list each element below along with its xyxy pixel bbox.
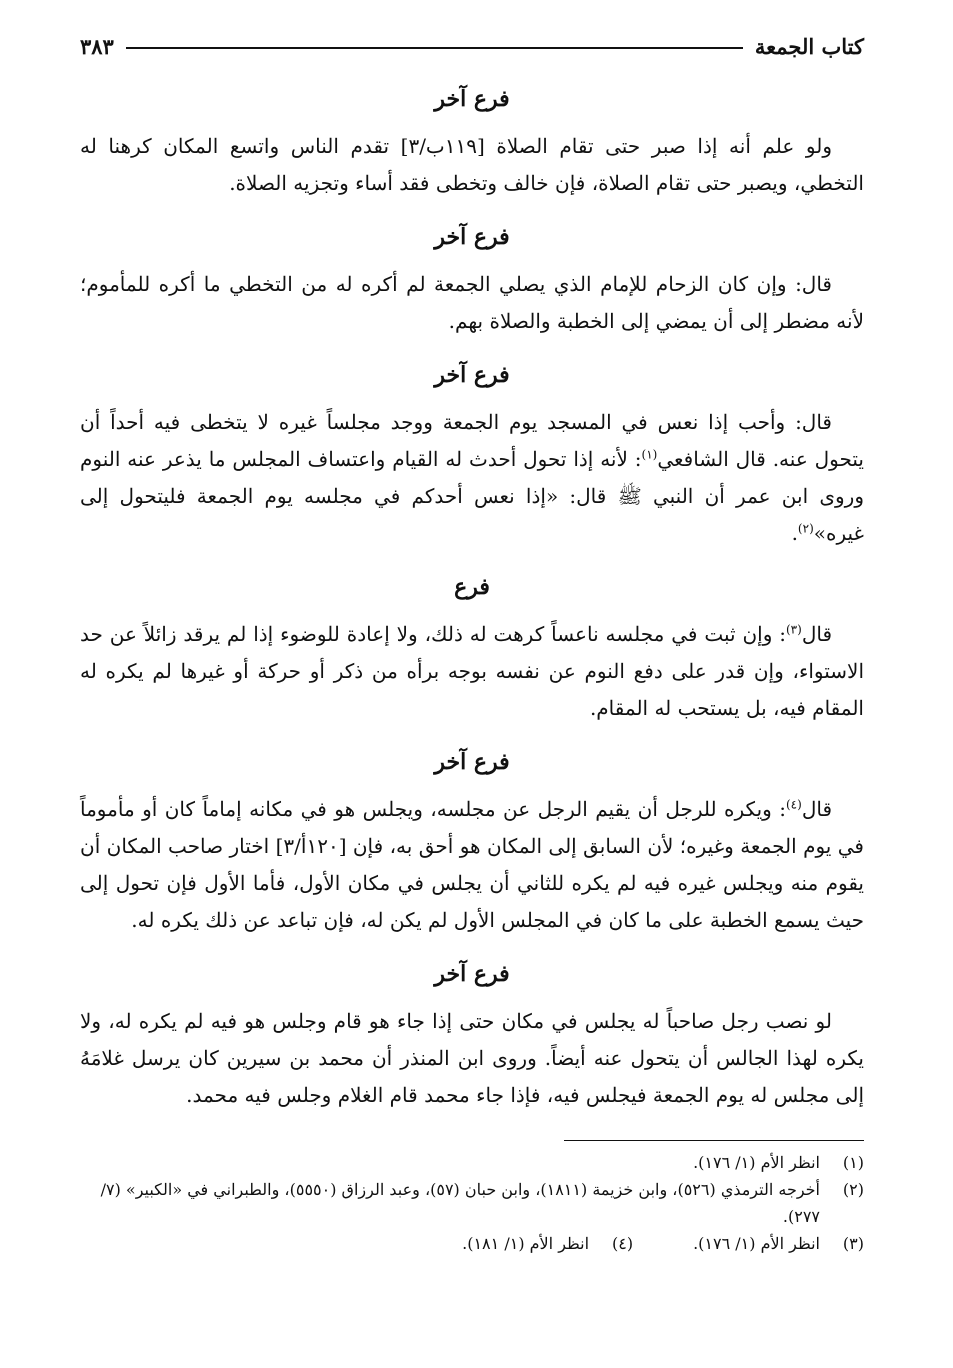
section-paragraph <box>80 791 864 939</box>
section-heading: فرع <box>454 574 490 600</box>
section-heading: فرع آخر <box>434 224 510 250</box>
footnote-number: (٢) <box>842 1180 864 1199</box>
section-heading: فرع آخر <box>434 362 510 388</box>
header-rule <box>126 47 743 49</box>
section-paragraph <box>80 616 864 727</box>
footnote-number: (٤) <box>611 1234 634 1253</box>
footnote-number: (١) <box>842 1153 864 1172</box>
footnote-separator <box>564 1140 864 1141</box>
footnote <box>80 1176 864 1230</box>
footnote-row <box>80 1230 864 1257</box>
running-header <box>80 26 864 66</box>
footnote-text: أخرجه الترمذي (٥٢٦)، وابن خزيمة (١٨١١)، وابن حبان (٥٧)، وعبد الرزاق (٥٥٥٠)، والطبراني في «الكبير» (٧/ ٢٧٧). <box>100 1180 820 1226</box>
footnote <box>462 1230 633 1257</box>
footnotes <box>80 1149 864 1257</box>
footnote-number: (٣) <box>842 1234 864 1253</box>
section-heading: فرع آخر <box>434 749 510 775</box>
section-paragraph: قال: وإن كان الزحام للإمام الذي يصلي الجمعة لم أكره له من التخطي ما أكره للمأموم؛ لأنه مضطر إلى أن يمضي إلى الخطبة والصلاة بهم. <box>80 272 864 333</box>
footnote-text: انظر الأم (١/ ١٨١). <box>462 1234 590 1253</box>
footnote-text: انظر الأم (١/ ١٧٦). <box>693 1153 820 1172</box>
page-number: ٣٨٣ <box>80 33 114 59</box>
footnote-ref: (٢) <box>797 521 814 536</box>
paragraph-text: : وإن ثبت في مجلسه ناعساً كرهت له ذلك، ولا إعادة للوضوء إذا لم يرقد زائلاً عن حد الاستواء، وإن قدر على دفع النوم عن نفسه بوجه برأه من ذكر أو حركة أو غيرها لم يكره له المقام فيه، بل يستحب له المقام. <box>80 622 864 720</box>
section-heading: فرع آخر <box>434 86 510 112</box>
section-paragraph <box>80 404 864 552</box>
footnote-ref: (١) <box>641 447 658 462</box>
chapter-title: كتاب الجمعة <box>754 33 864 59</box>
section-paragraph: ولو علم أنه إذا صبر حتى تقام الصلاة [١١٩ب/٣] تقدم الناس واتسع المكان كرهنا له التخطي، ويصبر حتى تقام الصلاة، فإن خالف وتخطى فقد أساء وتجزيه الصلاة. <box>80 134 864 195</box>
paragraph-text: قال <box>801 622 832 646</box>
book-page <box>80 26 864 1257</box>
footnote-text: انظر الأم (١/ ١٧٦). <box>693 1234 820 1253</box>
paragraph-text: . <box>791 521 798 545</box>
paragraph-text: قال: وأحب إذا نعس في المسجد يوم الجمعة ووجد مجلساً غيره لا يتخطى فيه أحداً أن يتحول عنه. قال الشافعي <box>80 410 864 471</box>
footnote-ref: (٣) <box>785 622 802 637</box>
paragraph-text: : ويكره للرجل أن يقيم الرجل عن مجلسه، ويجلس هو في مكانه إماماً كان أو مأموماً في يوم الجمعة وغيره؛ لأن السابق إلى المكان هو أحق به، فإن [١٢٠أ/٣] اختار صاحب المكان أن يقوم منه ويجلس غيره فيه لم يكره للثاني أن يجلس في مكان الأول، فأما الأول فإن تحول إلى حيث يسمع الخطبة على ما كان في المجلس الأول لم يكن له، فإن تباعد عن ذلك يكره له. <box>80 797 864 932</box>
footnote <box>693 1230 864 1257</box>
paragraph-text: قال <box>801 797 832 821</box>
footnote-ref: (٤) <box>785 797 802 812</box>
section-paragraph: لو نصب رجل صاحباً له يجلس في مكان حتى إذا جاء هو قام وجلس هو فيه لم يكره له، ولا يكره لهذا الجالس أن يتحول عنه أيضاً. وروى ابن المنذر أن محمد بن سيرين كان يرسل غلامَهُ إلى مجلس له يوم الجمعة فيجلس فيه، فإذا جاء محمد قام الغلام وجلس فيه محمد. <box>80 1009 864 1107</box>
footnote <box>80 1149 864 1176</box>
paragraph-text: : لأنه إذا تحول أحدث له القيام واعتساف المجلس ما يذعر عنه النوم وروى ابن عمر أن النبي ﷺ قال: «إذا نعس أحدكم في مجلسه يوم الجمعة فليتحول إلى غيره» <box>80 447 864 545</box>
section-heading: فرع آخر <box>434 961 510 987</box>
